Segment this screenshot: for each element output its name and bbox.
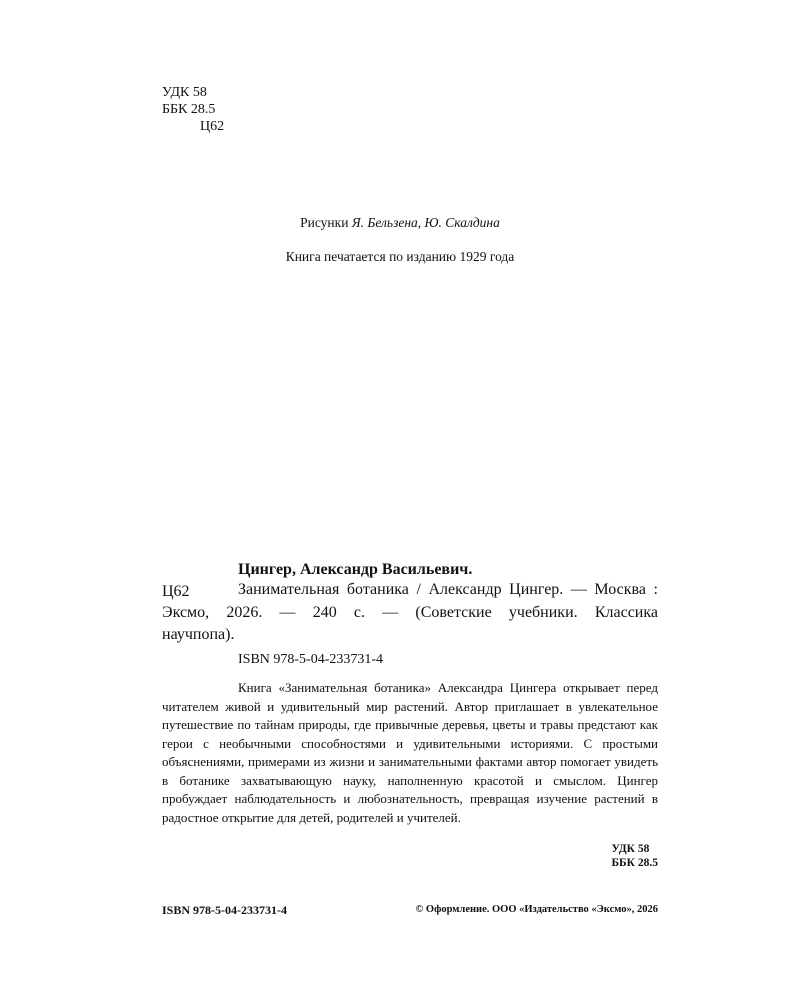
edition-note: Книга печатается по изданию 1929 года [285,249,515,264]
annotation-udk: УДК 58 [611,843,650,855]
classification-block [162,84,224,135]
bib-line-3: научпопа). [162,626,235,643]
illustration-credits [0,214,800,232]
cutter-code: Ц62 [200,119,225,134]
footer-copyright: © Оформление. ООО «Издательство «Эксмо», 2026 [415,904,658,915]
illustrator-2: Ю. Скалдина [424,215,500,230]
annotation-bbk: ББК 28.5 [611,857,658,869]
record-isbn: ISBN 978-5-04-233731-4 [238,652,384,667]
credits-separator: , [417,215,425,230]
annotation [162,679,658,827]
author-heading: Цингер, Александр Васильевич. [238,561,473,578]
annotation-text: Книга «Занимательная ботаника» Александра Цингера открывает перед читателем живой и удивительный мир растений. Автор приглашает в увлекательное путешествие по тайнам природы, где привычные деревья, цветы и травы предстают как герои с необычными способностями и удивительными историями. С простыми объяснениями, примерами из жизни и занимательными фактами автор помогает увидеть в ботанике захватывающую науку, наполненную красотой и смыслом. Цингер пробуждает наблюдательность и любознательность, превращая изучение растений в радостное открытие для детей, родителей и учителей. [162,680,658,825]
illustrator-1: Я. Бельзена [351,215,418,230]
bib-line-1: Занимательная ботаника / Александр Цингер. — Москва : [238,581,658,598]
bbk-code: ББК 28.5 [162,102,216,117]
credits-prefix: Рисунки [300,215,352,230]
udk-code: УДК 58 [162,85,207,100]
annotation-codes [611,842,658,870]
bib-line-2: Эксмо, 2026. — 240 с. — (Советские учебники. Классика [162,603,658,621]
record-cutter-code: Ц62 [162,583,190,600]
footer-isbn: ISBN 978-5-04-233731-4 [162,903,287,917]
